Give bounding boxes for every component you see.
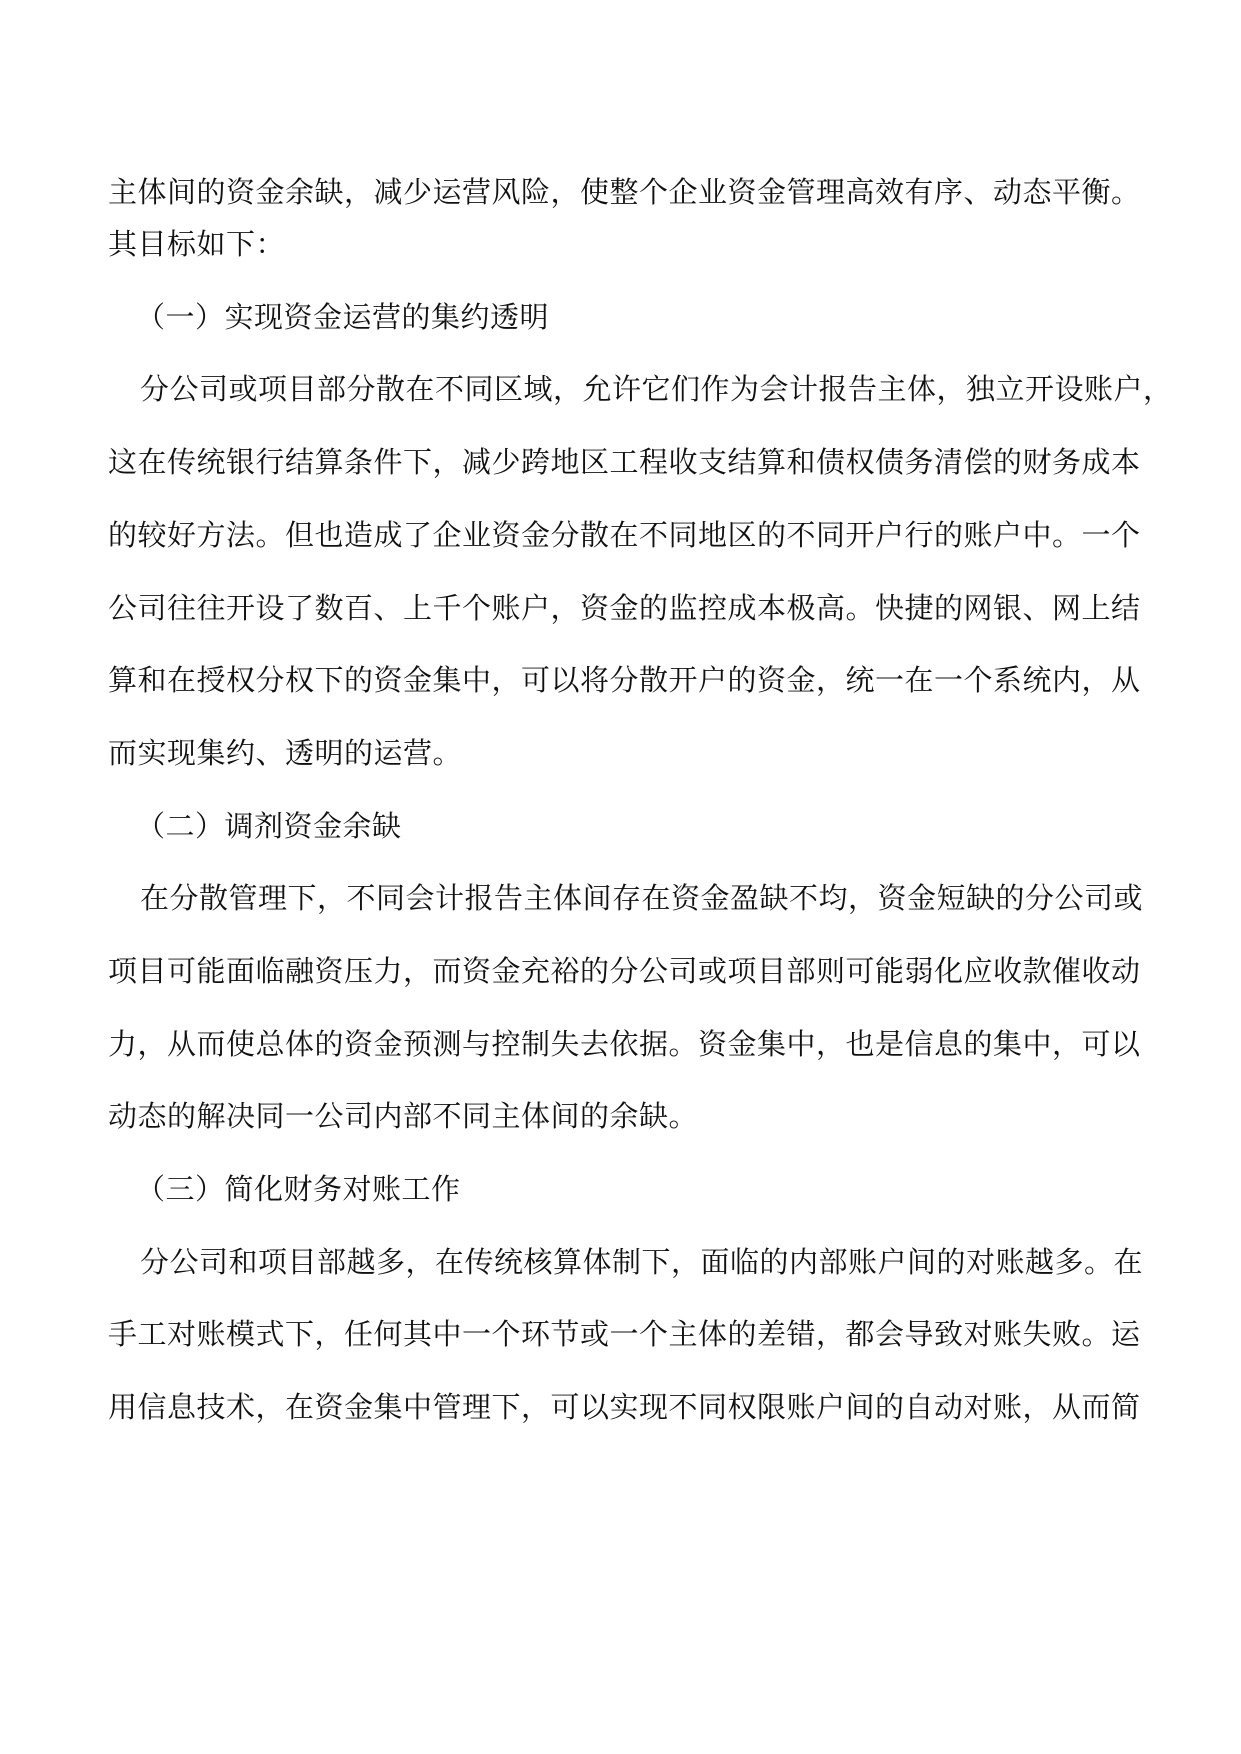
text-line: 分公司或项目部分散在不同区域，允许它们作为会计报告主体，独立开设账户，: [140, 372, 1173, 406]
text-line: 在分散管理下，不同会计报告主体间存在资金盈缺不均，资金短缺的分公司或: [140, 881, 1144, 915]
text-line: 而实现集约、透明的运营。: [108, 736, 463, 770]
text-line: 手工对账模式下，任何其中一个环节或一个主体的差错，都会导致对账失败。运: [108, 1317, 1141, 1351]
section-heading: （一）实现资金运营的集约透明: [136, 300, 550, 334]
text-line: 主体间的资金余缺，减少运营风险，使整个企业资金管理高效有序、动态平衡。: [108, 175, 1141, 209]
text-line: 力，从而使总体的资金预测与控制失去依据。资金集中，也是信息的集中，可以: [108, 1027, 1141, 1061]
text-line: 这在传统银行结算条件下，减少跨地区工程收支结算和债权债务清偿的财务成本: [108, 445, 1141, 479]
text-line: 项目可能面临融资压力，而资金充裕的分公司或项目部则可能弱化应收款催收动: [108, 954, 1141, 988]
text-line: 分公司和项目部越多，在传统核算体制下，面临的内部账户间的对账越多。在: [140, 1245, 1144, 1279]
text-line: 其目标如下：: [108, 227, 286, 261]
text-line: 用信息技术，在资金集中管理下，可以实现不同权限账户间的自动对账，从而简: [108, 1390, 1141, 1424]
text-line: 公司往往开设了数百、上千个账户，资金的监控成本极高。快捷的网银、网上结: [108, 591, 1141, 625]
section-heading: （二）调剂资金余缺: [136, 809, 402, 843]
text-line: 算和在授权分权下的资金集中，可以将分散开户的资金，统一在一个系统内，从: [108, 663, 1141, 697]
section-heading: （三）简化财务对账工作: [136, 1172, 461, 1206]
text-line: 的较好方法。但也造成了企业资金分散在不同地区的不同开户行的账户中。一个: [108, 518, 1141, 552]
text-line: 动态的解决同一公司内部不同主体间的余缺。: [108, 1099, 699, 1133]
